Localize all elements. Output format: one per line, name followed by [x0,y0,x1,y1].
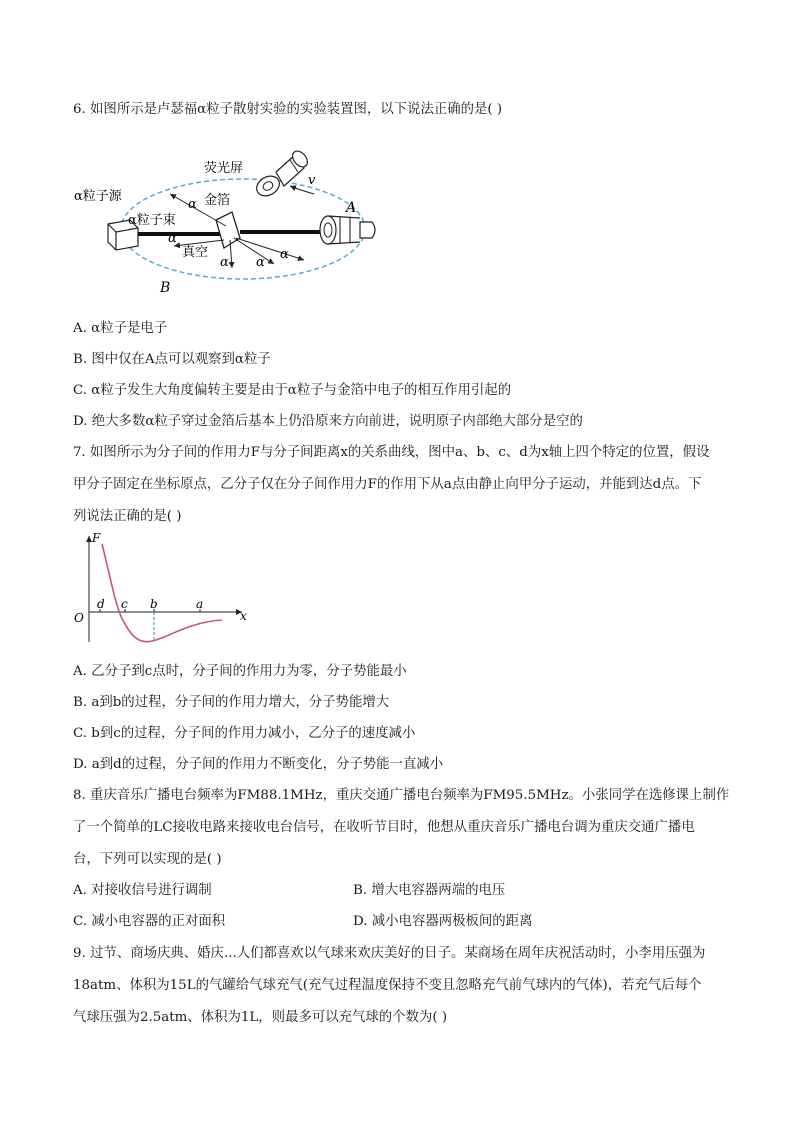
label-o: O [74,611,84,625]
q8-option-b: B. 增大电容器两端的电压 [353,883,506,898]
q7-option-c: C. b到c的过程，分子间的作用力减小，乙分子的速度减小 [73,726,416,741]
label-velocity: v [308,173,316,188]
q8-stem-line-1: 8. 重庆音乐广播电台频率为FM88.1MHz，重庆交通广播电台频率为FM95.5MHz。小张同学在选修课上制作 [73,788,730,803]
q7-option-d: D. a到d的过程，分子间的作用力不断变化，分子势能一直减小 [73,757,444,772]
q6-option-b: B. 图中仅在A点可以观察到α粒子 [73,352,271,367]
label-alpha-3: α [220,255,229,270]
q7-option-b: B. a到b的过程，分子间的作用力增大，分子势能增大 [73,695,390,710]
force-distance-graph [72,530,262,650]
q6-option-a: A. α粒子是电子 [73,321,168,336]
scatter-arrow-down-right [236,238,304,260]
q8-option-d: D. 减小电容器两极板间的距离 [353,914,533,929]
microscope-detector [253,148,310,200]
q8-option-a: A. 对接收信号进行调制 [73,883,212,898]
label-f: F [92,531,101,545]
label-alpha-5: α [280,247,289,262]
label-source: α粒子源 [74,189,122,204]
q8-stem-line-3: 台，下列可以实现的是( ) [73,852,222,867]
gold-foil [216,212,240,248]
q6-option-d: D. 绝大多数α粒子穿过金箔后基本上仍沿原来方向前进，说明原子内部绝大部分是空的 [73,414,583,429]
label-vacuum: 真空 [182,245,209,260]
label-a: a [196,597,204,611]
label-point-a: A [346,200,357,216]
label-foil: 金箔 [204,193,231,208]
rutherford-apparatus-figure [74,142,390,302]
q8-stem-line-2: 了一个简单的LC接收电路来接收电台信号，在收听节目时，他想从重庆音乐广播电台调为重庆交通广播电 [73,820,695,835]
label-c: c [121,597,128,611]
q9-stem-line-1: 9. 过节、商场庆典、婚庆...人们都喜欢以气球来欢庆美好的日子。某商场在周年庆祝活动时，小李用压强为 [73,946,706,961]
label-screen: 荧光屏 [204,161,244,176]
q9-stem-line-3: 气球压强为2.5atm、体积为1L，则最多可以充气球的个数为( ) [73,1010,448,1025]
q6-option-c: C. α粒子发生大角度偏转主要是由于α粒子与金箔中电子的相互作用引起的 [73,383,512,398]
q9-stem-line-2: 18atm、体积为15L的气罐给气球充气(充气过程温度保持不变且忽略充气前气球内的气体)，若充气后每个 [73,978,702,993]
scatter-arrow-down-right-2 [234,238,274,264]
label-alpha-2: α [168,231,177,246]
label-alpha-4: α [256,255,265,270]
force-curve [102,544,222,642]
label-point-b: B [160,280,171,296]
q7-stem-line-2: 甲分子固定在坐标原点，乙分子仅在分子间作用力F的作用下从a点由静止向甲分子运动，并能到达d点。下 [73,477,702,492]
q7-stem-line-1: 7. 如图所示为分子间的作用力F与分子间距离x的关系曲线，图中a、b、c、d为x轴上四个特定的位置，假设 [73,445,710,460]
q7-option-a: A. 乙分子到c点时，分子间的作用力为零，分子势能最小 [73,664,407,679]
detector-a [320,216,375,244]
label-alpha-1: α [188,197,197,212]
q7-stem-line-3: 列说法正确的是( ) [73,509,182,524]
label-b: b [150,597,158,611]
label-x: x [240,609,247,623]
q6-stem: 6. 如图所示是卢瑟福α粒子散射实验的实验装置图，以下说法正确的是( ) [73,102,503,117]
label-beam: α粒子束 [128,213,176,228]
q8-option-c: C. 减小电容器的正对面积 [73,914,226,929]
label-d: d [97,597,105,611]
